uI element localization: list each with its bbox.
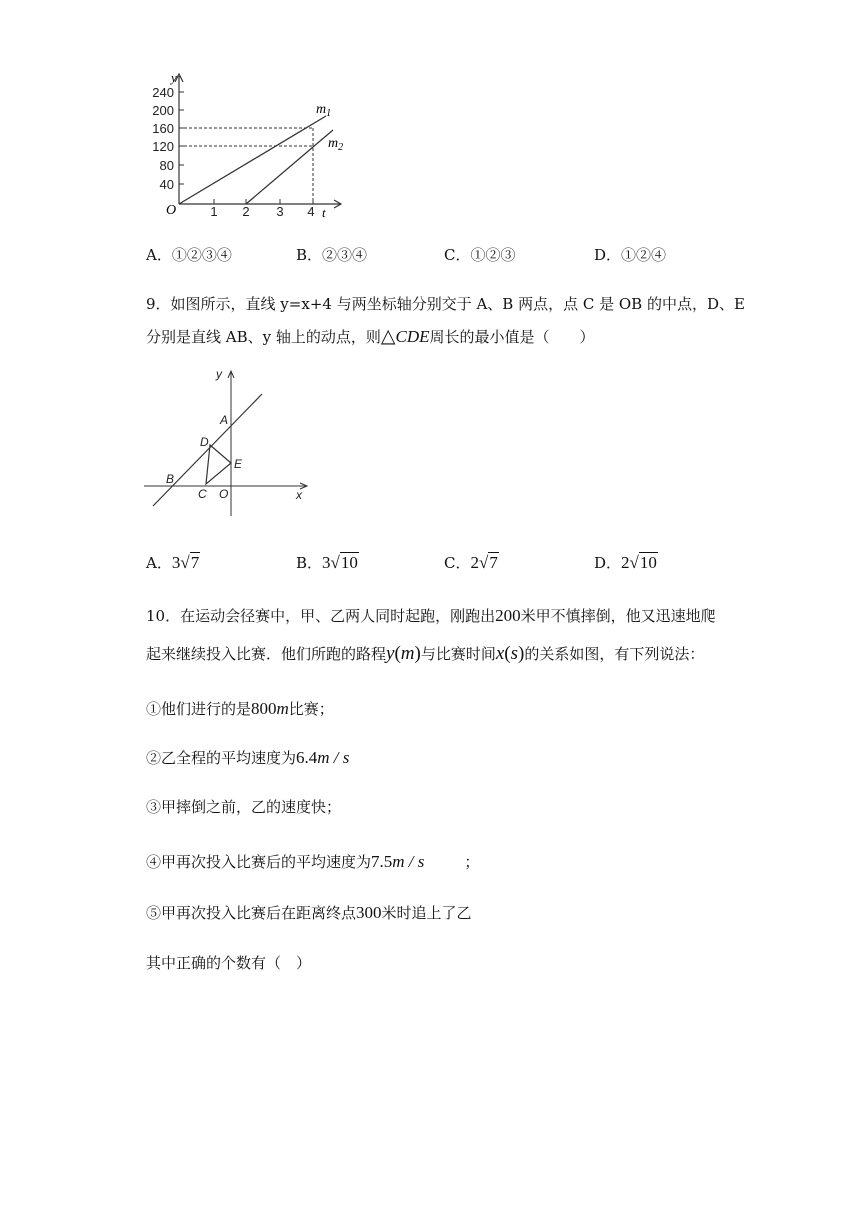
- q9-option-a[interactable]: A．3√7: [146, 553, 200, 572]
- q9-option-b[interactable]: B．3√10: [296, 553, 358, 572]
- label-e: E: [234, 457, 243, 471]
- y-tick: 200: [152, 103, 174, 118]
- label-a: A: [220, 413, 229, 427]
- q8-option-b[interactable]: B．②③④: [296, 246, 368, 264]
- label-c: C: [198, 487, 207, 501]
- line-m2: [246, 130, 333, 204]
- x-axis-label: t: [322, 205, 326, 218]
- y-tick: 80: [159, 158, 174, 173]
- line-m1-label: $m_1$: [316, 102, 332, 119]
- label-x: x: [296, 488, 302, 502]
- y-tick: 40: [159, 177, 174, 192]
- y-tick: 240: [152, 85, 174, 100]
- q8-graph: [140, 70, 355, 218]
- x-tick: 3: [276, 204, 284, 218]
- q10-statement-3: ③甲摔倒之前，乙的速度快；: [146, 798, 342, 816]
- q10-line-1: 10．在运动会径赛中，甲、乙两人同时起跑，刚跑出200米甲不慎摔倒，他又迅速地爬: [146, 606, 716, 625]
- q8-option-d[interactable]: D．①②④: [594, 246, 667, 264]
- q10-question: 其中正确的个数有（ ）: [146, 954, 312, 972]
- triangle-cde: [206, 445, 231, 484]
- label-o: O: [219, 487, 229, 501]
- y-tick: 120: [152, 139, 174, 154]
- x-tick: 1: [210, 204, 218, 218]
- y-tick: 160: [152, 121, 174, 136]
- x-tick: 2: [242, 204, 250, 218]
- q10-statement-2: ②乙全程的平均速度为6.4m / s: [146, 748, 350, 767]
- line-m1: [179, 116, 326, 204]
- q8-option-a[interactable]: A．①②③④: [146, 246, 232, 264]
- q8-option-c[interactable]: C．①②③: [444, 246, 516, 264]
- q10-statement-4: ④甲再次投入比赛后的平均速度为7.5m / s ；: [146, 852, 480, 871]
- q9-line-2: 分别是直线 AB、y 轴上的动点，则△CDE周长的最小值是（ ）: [146, 326, 595, 347]
- q10-statement-1: ①他们进行的是800m比赛；: [146, 699, 334, 718]
- line-m2-label: $m_2$: [328, 136, 344, 153]
- y-axis-label: y: [171, 70, 177, 85]
- label-b: B: [166, 472, 175, 486]
- label-d: D: [200, 435, 209, 449]
- q9-figure: [140, 366, 315, 521]
- origin-label: O: [166, 203, 177, 218]
- q9-option-d[interactable]: D．2√10: [594, 553, 657, 572]
- line-ab: [153, 394, 262, 506]
- q10-statement-5: ⑤甲再次投入比赛后在距离终点300米时追上了乙: [146, 903, 472, 922]
- label-y: y: [216, 367, 222, 381]
- x-tick: 4: [307, 204, 315, 218]
- q9-option-c[interactable]: C．2√7: [444, 553, 498, 572]
- q9-line-1: 9．如图所示，直线 y=x+4 与两坐标轴分别交于 A、B 两点，点 C 是 OB 的中点，D、E: [146, 295, 745, 313]
- q10-line-2: 起来继续投入比赛．他们所跑的路程y(m)与比赛时间x(s)的关系如图，有下列说法：: [146, 643, 705, 664]
